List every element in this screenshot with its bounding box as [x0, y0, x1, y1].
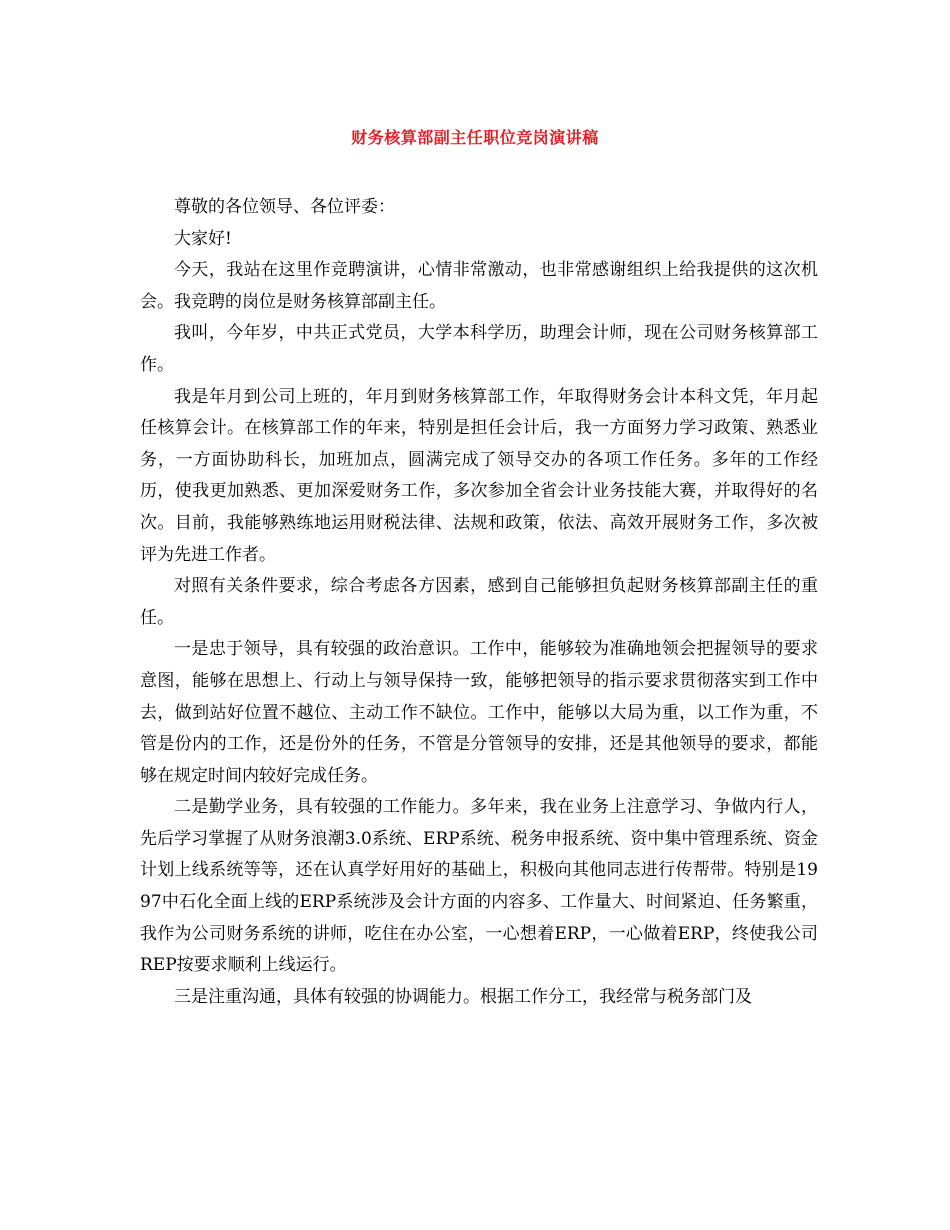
paragraph-point-three: 三是注重沟通，具体有较强的协调能力。根据工作分工，我经常与税务部门及	[174, 986, 752, 1007]
document-title: 财务核算部副主任职位竞岗演讲稿	[351, 128, 599, 147]
paragraph-qualification: 对照有关条件要求，综合考虑各方因素，感到自己能够担负起财务核算部副主任的重任。	[140, 576, 818, 628]
paragraph-point-two: 二是勤学业务，具有较强的工作能力。多年来，我在业务上注意学习、争做内行人，先后学习掌握了从财务浪潮3.0系统、ERP系统、税务申报系统、资中集中管理系统、资金计划上线系统等等，还在认真学好用好的基础上，积极向其他同志进行传帮带。特别是1997中石化全面上线的ERP系统涉及会计方面的内容多、工作量大、时间紧迫、任务繁重，我作为公司财务系统的讲师，吃住在办公室，一心想着ERP，一心做着ERP，终使我公司REP按要求顺利上线运行。	[140, 797, 818, 976]
document-body	[140, 192, 818, 1013]
salutation: 尊敬的各位领导、各位评委：	[174, 197, 395, 217]
paragraph-point-one: 一是忠于领导，具有较强的政治意识。工作中，能够较为准确地领会把握领导的要求意图，能够在思想上、行动上与领导保持一致，能够把领导的指示要求贯彻落实到工作中去，做到站好位置不越位、主动工作不缺位。工作中，能够以大局为重，以工作为重，不管是份内的工作，还是份外的任务，不管是分管领导的安排，还是其他领导的要求，都能够在规定时间内较好完成任务。	[140, 639, 818, 786]
paragraph-work-history: 我是年月到公司上班的，年月到财务核算部工作，年取得财务会计本科文凭，年月起任核算会计。在核算部工作的年来，特别是担任会计后，我一方面努力学习政策、熟悉业务，一方面协助科长，加班加点，圆满完成了领导交办的各项工作任务。多年的工作经历，使我更加熟悉、更加深爱财务工作，多次参加全省会计业务技能大赛，并取得好的名次。目前，我能够熟练地运用财税法律、法规和政策，依法、高效开展财务工作，多次被评为先进工作者。	[140, 386, 818, 565]
paragraph-self-intro: 我叫，今年岁，中共正式党员，大学本科学历，助理会计师，现在公司财务核算部工作。	[140, 323, 818, 375]
paragraph-intro: 今天，我站在这里作竞聘演讲，心情非常激动，也非常感谢组织上给我提供的这次机会。我竞聘的岗位是财务核算部副主任。	[140, 260, 818, 312]
greeting: 大家好!	[174, 228, 232, 249]
